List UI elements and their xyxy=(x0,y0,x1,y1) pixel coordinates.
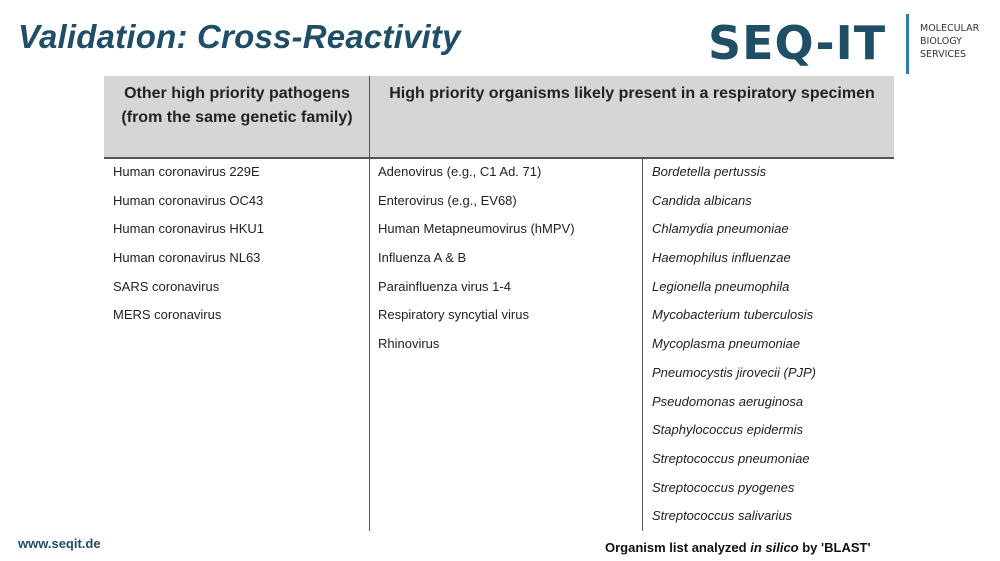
column-divider-2 xyxy=(642,158,643,531)
list-item: Chlamydia pneumoniae xyxy=(652,221,789,237)
list-item: Mycobacterium tuberculosis xyxy=(652,307,814,323)
list-item: Streptococcus salivarius xyxy=(652,508,793,524)
logo-tagline xyxy=(920,22,979,61)
list-item: Human Metapneumovirus (hMPV) xyxy=(378,221,575,237)
footer-note-suffix: by 'BLAST' xyxy=(798,540,871,555)
logo-divider xyxy=(906,14,909,74)
list-item: Respiratory syncytial virus xyxy=(378,307,529,323)
table-header-col2: High priority organisms likely present in a respiratory specimen xyxy=(389,85,875,102)
list-item: Adenovirus (e.g., C1 Ad. 71) xyxy=(378,164,542,179)
list-item: Enterovirus (e.g., EV68) xyxy=(378,192,517,208)
list-item: Staphylococcus epidermis xyxy=(652,422,804,438)
list-item: Parainfluenza virus 1-4 xyxy=(378,278,511,294)
list-item: Bordetella pertussis xyxy=(652,164,767,179)
footer-note xyxy=(605,540,871,555)
website-link[interactable]: www.seqit.de xyxy=(18,536,101,551)
logo-wordmark: SEQ-IT xyxy=(708,16,887,70)
list-item: Human coronavirus HKU1 xyxy=(113,221,265,237)
list-item: Human coronavirus 229E xyxy=(113,164,260,179)
list-item: Influenza A & B xyxy=(378,250,467,266)
list-item: Pseudomonas aeruginosa xyxy=(652,393,804,409)
table-header-col1: Other high priority pathogens (from the same genetic family) xyxy=(121,85,353,126)
slide-title: Validation: Cross-Reactivity xyxy=(18,18,461,55)
organism-list-col2 xyxy=(378,162,575,363)
logo-tagline-line: SERVICES xyxy=(920,49,967,60)
list-item: Human coronavirus OC43 xyxy=(113,192,264,208)
footer-note-emphasis: in silico xyxy=(750,540,799,555)
list-item: Human coronavirus NL63 xyxy=(113,250,261,266)
list-item: Pneumocystis jirovecii (PJP) xyxy=(652,364,816,380)
list-item: Streptococcus pneumoniae xyxy=(652,450,810,466)
logo-tagline-line: BIOLOGY xyxy=(920,36,962,47)
list-item: Candida albicans xyxy=(652,192,752,208)
logo-tagline-line: MOLECULAR xyxy=(920,23,980,34)
list-item: Streptococcus pyogenes xyxy=(652,479,795,495)
pathogen-list-col1 xyxy=(113,162,264,334)
list-item: SARS coronavirus xyxy=(113,278,220,294)
list-item: Haemophilus influenzae xyxy=(652,250,791,266)
footer-note-prefix: Organism list analyzed xyxy=(605,540,751,555)
header-divider xyxy=(104,157,894,159)
list-item: Mycoplasma pneumoniae xyxy=(652,336,801,352)
organism-list-col3 xyxy=(652,162,816,535)
list-item: MERS coronavirus xyxy=(113,307,222,323)
list-item: Legionella pneumophila xyxy=(652,278,790,294)
seqit-logo xyxy=(708,14,988,78)
list-item: Rhinovirus xyxy=(378,336,440,352)
column-divider-1 xyxy=(369,76,370,531)
